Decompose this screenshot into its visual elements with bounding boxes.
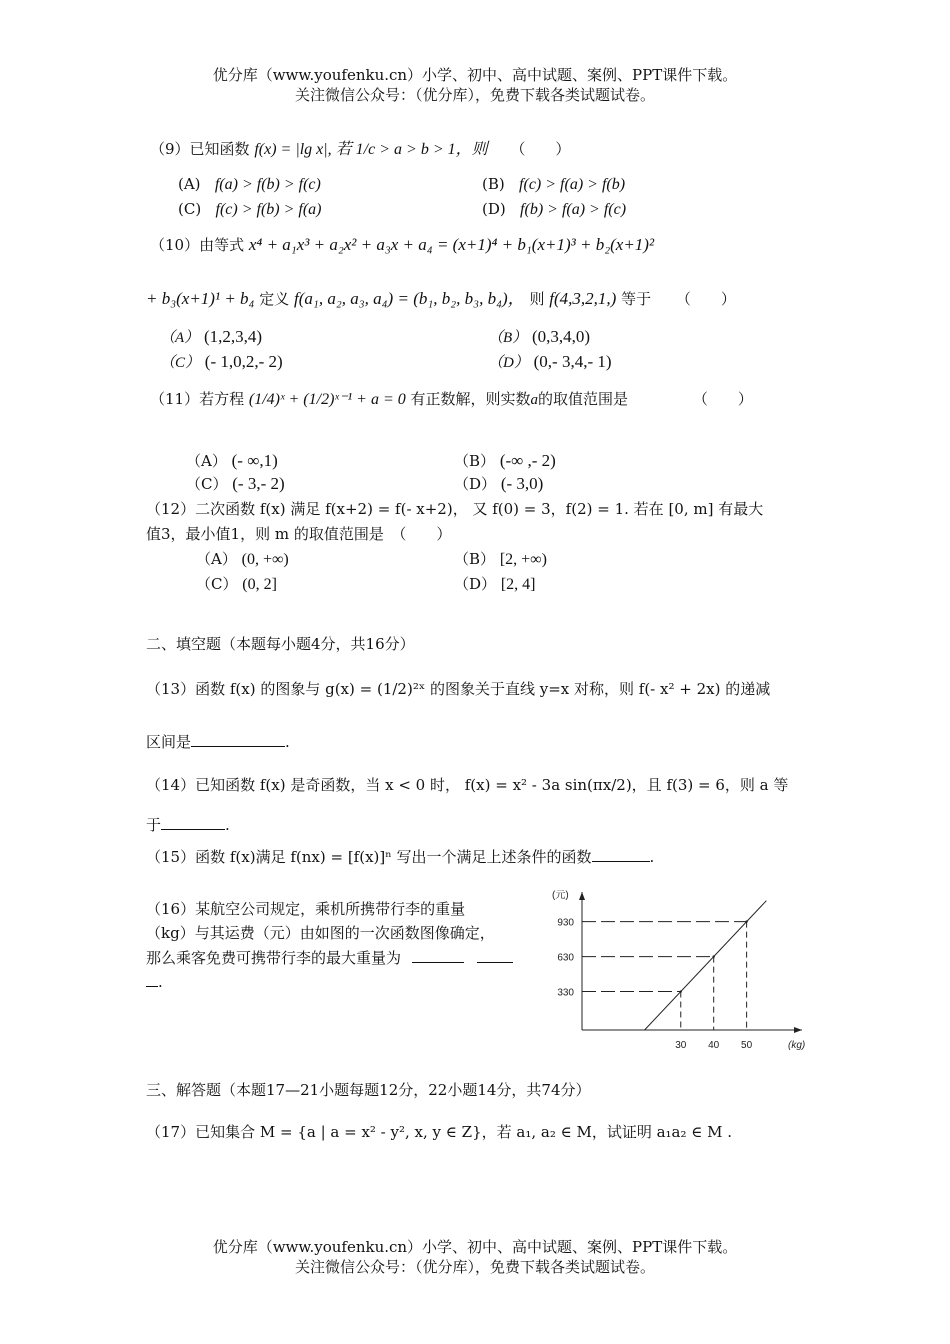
q10-option-b: （B） (0,3,4,0) [488,327,591,346]
q9-stem: （9）已知函数 f(x) = |lg x|, 若 1/c > a > b > 1，则 （ ） [150,140,571,158]
q13-blank[interactable] [191,732,285,747]
data-point-1 [712,955,714,957]
q16-stem-line3: 那么乘客免费可携带行李的最大重量为 [146,947,513,968]
q16-blank-1[interactable] [412,948,464,963]
q14-answer-line: 于 . [146,816,230,834]
q16-blank-3[interactable] [146,972,158,987]
footer-line-1: 优分库（www.youfenku.cn）小学、初中、高中试题、案例、PPT课件下载。 [212,1238,738,1256]
q11-option-a: （A） (- ∞,1) [186,451,278,470]
data-point-2 [745,920,747,922]
q13-stem: （13）函数 f(x) 的图象与 g(x) = (1/2)²ˣ 的图象关于直线 y=x 对称，则 f(- x² + 2x) 的递减 [146,680,771,698]
x-axis-arrow [794,1027,802,1033]
section-2-title: 二、填空题（本题每小题4分，共16分） [146,635,415,653]
q9-option-b: (B) f(c) > f(a) > f(b) [482,175,626,193]
q9-option-a: (A) f(a) > f(b) > f(c) [178,175,321,193]
y-axis-arrow [579,892,585,900]
q14-stem: （14）已知函数 f(x) 是奇函数，当 x < 0 时， f(x) = x² - 3a sin(πx/2)，且 f(3) = 6，则 a 等 [146,776,789,794]
q12-option-d: （D） [2, 4] [454,575,536,593]
q10-option-c: （C） (- 1,0,2,- 2) [160,352,283,371]
q12-option-a: （A） (0, +∞) [196,550,289,568]
x-tick-label-2: 50 [741,1040,753,1051]
section-3-title: 三、解答题（本题17—21小题每题12分，22小题14分，共74分） [146,1081,591,1099]
q12-stem-line2: 值3，最小值1，则 m 的取值范围是 （ ） [146,525,452,543]
q9-option-d: (D) f(b) > f(a) > f(c) [482,200,627,218]
q16-stem-line1: （16）某航空公司规定，乘机所携带行李的重量 [146,900,466,918]
q10-stem-line1: （10）由等式 x⁴ + a₁x³ + a₂x² + a₃x + a₄ = (x+1)⁴ + b₁(x+1)³ + b₂(x+1)² [150,235,655,254]
q10-option-d: （D） (0,- 3,4,- 1) [488,352,612,371]
q15-blank[interactable] [592,847,650,862]
x-tick-label-1: 40 [708,1040,720,1051]
q9-option-c: (C) f(c) > f(b) > f(a) [178,200,322,218]
q16-blank-2[interactable] [477,948,513,963]
y-tick-label-1: 630 [557,952,574,964]
q16-stem-line2: （kg）与其运费（元）由如图的一次函数图像确定， [146,924,495,942]
y-tick-label-2: 930 [557,917,574,929]
q11-stem: （11）若方程 (1/4)ˣ + (1/2)ˣ⁻¹ + a = 0 有正数解，则实数a的取值范围是 （ ） [150,390,753,408]
y-tick-label-0: 330 [557,987,574,999]
q11-option-c: （C） (- 3,- 2) [186,474,285,493]
q10-option-a: （A） (1,2,3,4) [160,327,263,346]
q11-option-d: （D） (- 3,0) [454,474,544,493]
q9-formula: f(x) = |lg x|, 若 1/c > a > b > 1，则 [254,141,488,158]
q16-chart [540,890,810,1060]
q14-blank[interactable] [161,815,225,830]
header-line-1: 优分库（www.youfenku.cn）小学、初中、高中试题、案例、PPT课件下载。 [212,66,738,84]
data-point-0 [680,990,682,992]
header-line-2: 关注微信公众号：（优分库），免费下载各类试题试卷。 [294,86,655,104]
function-line [645,901,767,1030]
q15-stem: （15）函数 f(x)满足 f(nx) = [f(x)]ⁿ 写出一个满足上述条件的函数 . [146,848,655,866]
q16-answer-end: . [146,972,163,991]
q17-stem: （17）已知集合 M = {a | a = x² - y², x, y ∈ Z}，若 a₁, a₂ ∈ M，试证明 a₁a₂ ∈ M . [146,1123,733,1141]
footer-line-2: 关注微信公众号：（优分库），免费下载各类试题试卷。 [294,1258,655,1276]
y-axis-label: (元) [552,890,569,901]
q10-stem-line2: + b₃(x+1)¹ + b₄ 定义 f(a₁, a₂, a₃, a₄) = (b₁, b₂, b₃, b₄)， 则 f(4,3,2,1,) 等于 （ ） [146,289,736,308]
q13-answer-line: 区间是 . [146,733,290,751]
q11-equation: (1/4)ˣ + (1/2)ˣ⁻¹ + a = 0 [248,391,406,408]
x-axis-label: (kg) [788,1040,806,1051]
q12-option-b: （B） [2, +∞) [454,550,547,568]
q12-stem-line1: （12）二次函数 f(x) 满足 f(x+2) = f(- x+2)， 又 f(0) = 3，f(2) = 1. 若在 [0, m] 有最大 [146,500,764,518]
q11-option-b: （B） (-∞ ,- 2) [454,451,556,470]
q12-option-c: （C） (0, 2] [196,575,277,593]
x-tick-label-0: 30 [675,1040,687,1051]
